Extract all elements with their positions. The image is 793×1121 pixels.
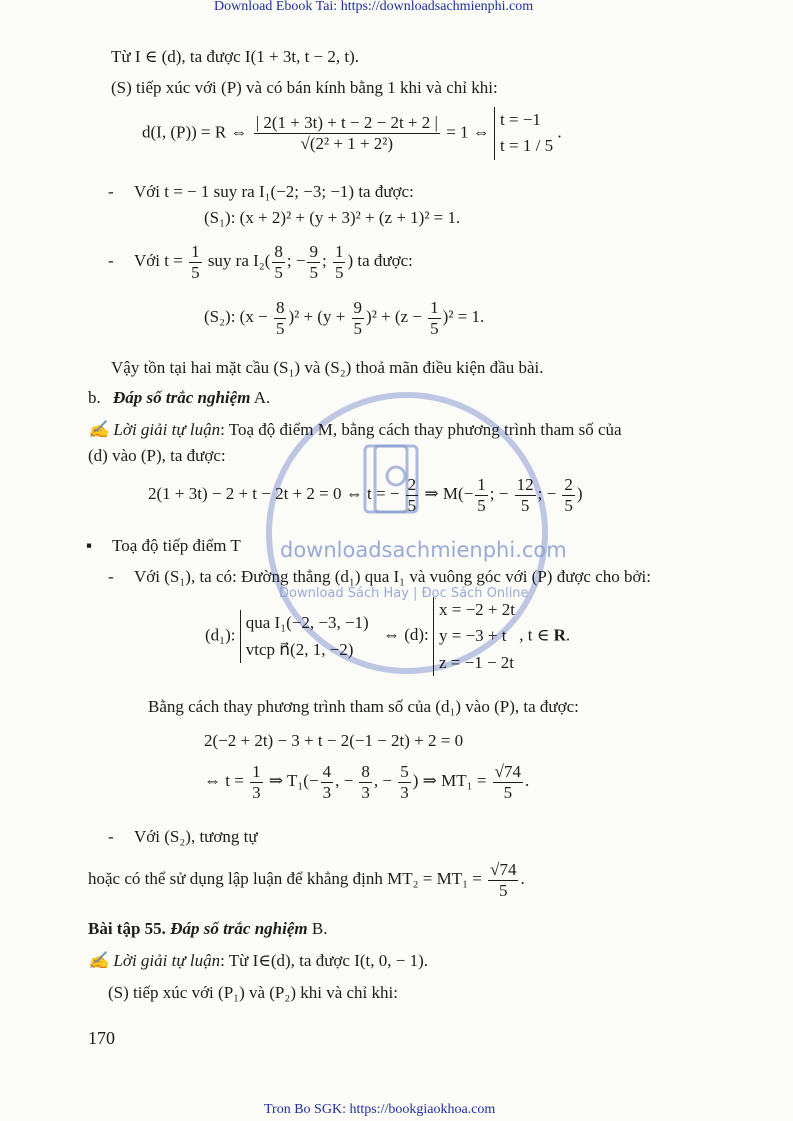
substitution-equation: 2(−2 + 2t) − 3 + t − 2(−1 − 2t) + 2 = 0 [204, 731, 464, 750]
numerator: 8 [361, 762, 370, 781]
line-definition-system [240, 610, 369, 663]
denominator: 5 [515, 495, 536, 516]
numerator: 1 [334, 242, 344, 261]
answer-choice: A. [253, 388, 271, 407]
conclusion-mt2 [88, 860, 525, 900]
math-text: . [565, 625, 571, 645]
fraction [307, 242, 320, 282]
system-line: vtcp n⃗(2, 1, −2) [245, 639, 354, 659]
download-header-link[interactable]: Download Ebook Tai: https://downloadsachmienphi.com [214, 0, 534, 14]
answer-b-line [88, 388, 270, 408]
numerator: 8 [275, 298, 285, 317]
math-text: (d₁): [205, 625, 236, 645]
numerator: 2 [564, 475, 573, 494]
text: Với (S₁), ta có: Đường thẳng (d₁) qua I₁ và vuông góc với (P) được cho bởi: [134, 567, 651, 586]
watermark-site-text: downloadsachmienphi.com [280, 538, 567, 562]
math-text: , − [335, 770, 354, 790]
math-text: . [557, 122, 562, 142]
dash-marker: - [108, 567, 114, 586]
denominator: 5 [477, 495, 486, 515]
numerator: 8 [274, 242, 283, 261]
case-line [108, 182, 414, 202]
numerator: 9 [353, 298, 363, 317]
denominator: 5 [493, 782, 523, 803]
math-text: Với t = [134, 250, 183, 270]
fraction [428, 298, 441, 338]
math-text: ⇔ t = [204, 770, 244, 790]
text-line: (S) tiếp xúc với (P₁) và (P₂) khi và chỉ khi: [108, 983, 398, 1002]
math-text: d(I, (P)) = R ⇔ [142, 122, 248, 142]
text-line: Bằng cách thay phương trình tham số của (d₁) vào (P), ta được: [148, 697, 579, 716]
denominator: 5 [191, 262, 200, 282]
math-text: ⇔ (d): [382, 625, 429, 645]
text-line: Từ I ∈ (d), ta được I(1 + 3t, t − 2, t). [111, 47, 360, 66]
numerator: 1 [191, 242, 200, 261]
text: Toạ độ tiếp điểm T [112, 536, 241, 555]
system-line: qua I₁(−2, −3, −1) [245, 613, 369, 633]
numerator: 4 [322, 762, 332, 781]
sphere-equation-2 [204, 298, 484, 338]
point-t1-equation [204, 762, 529, 802]
system-line: t = −1 [500, 110, 541, 129]
system-line: t = 1 / 5 [500, 136, 554, 156]
math-text: suy ra I₂( [207, 250, 271, 270]
solution-system [494, 107, 553, 160]
text-line: (d) vào (P), ta được: [88, 446, 226, 465]
watermark-tagline-text: Download Sách Hay | Đọc Sách Online [279, 586, 529, 601]
answer-label: Đáp số trắc nghiệm [113, 388, 251, 407]
math-text: (S₂): (x − [204, 306, 268, 326]
parametric-system [433, 597, 515, 676]
solution-label: ✍ Lời giải tự luận [88, 951, 221, 970]
fraction [488, 860, 518, 900]
denominator: 3 [361, 782, 370, 802]
math-text: = 1 ⇔ [446, 122, 490, 142]
denominator: √(2² + 1 + 2²) [254, 133, 440, 154]
dash-marker: - [108, 827, 114, 846]
numerator: 12 [516, 475, 534, 494]
text-line: (S) tiếp xúc với (P) và có bán kính bằng 1 khi và chỉ khi: [111, 78, 498, 97]
fraction [359, 762, 372, 802]
solution-intro [88, 420, 622, 440]
math-text: ; − [537, 483, 557, 503]
text: Với t = − 1 suy ra I₁(−2; −3; −1) ta được: [134, 182, 414, 201]
numerator: 1 [252, 762, 261, 781]
denominator: 5 [334, 262, 344, 282]
denominator: 5 [353, 318, 363, 338]
denominator: 5 [488, 880, 518, 901]
math-text: , t ∈ [519, 625, 550, 645]
exercise-55-heading [88, 919, 327, 939]
answer-label: Đáp số trắc nghiệm [170, 919, 308, 938]
fraction [333, 242, 346, 282]
math-text: )² + (y + [288, 306, 346, 326]
denominator: 5 [407, 495, 417, 515]
math-text: )² + (z − [366, 306, 422, 326]
case-line [108, 567, 651, 587]
math-text: . [520, 868, 525, 888]
fraction [515, 475, 536, 515]
bullet-marker: ▪ [86, 536, 93, 555]
numerator: 5 [400, 762, 409, 781]
fraction [475, 475, 488, 515]
case-line [108, 827, 258, 847]
denominator: 5 [309, 262, 318, 282]
math-text: ⇒ T₁(− [268, 770, 319, 790]
numerator: √74 [490, 860, 517, 879]
math-text: ) ⇒ MT₁ = [412, 770, 487, 790]
dash-marker: - [108, 182, 114, 201]
numerator: 9 [309, 242, 318, 261]
denominator: 3 [400, 782, 409, 802]
fraction [352, 298, 365, 338]
system-line: z = −1 − 2t [439, 652, 515, 672]
case-line: - Với t = $\frac{1}{5}$ suy ra I₂( $\frac{8}{5}$ ; − $\frac{9}{5}$ ; $\frac{1}{5}$ ) ta được: [108, 242, 413, 282]
denominator: 5 [275, 318, 285, 338]
item-marker: b. [88, 388, 101, 407]
reals-symbol: R [553, 625, 566, 645]
solution-intro [88, 951, 428, 971]
numerator: 1 [477, 475, 486, 494]
fraction [250, 762, 263, 802]
fraction [254, 113, 440, 153]
numerator: √74 [494, 762, 522, 781]
fraction [493, 762, 523, 802]
solution-label: ✍ Lời giải tự luận [88, 420, 221, 439]
fraction [398, 762, 411, 802]
fraction [272, 242, 285, 282]
system-line: x = −2 + 2t [439, 600, 515, 619]
numerator: | 2(1 + 3t) + t − 2 − 2t + 2 | [255, 113, 438, 133]
exercise-label: Bài tập 55. [88, 919, 166, 938]
numerator: 2 [407, 475, 417, 494]
text: Với (S₂), tương tự [134, 827, 258, 846]
sphere-equation-1: (S₁): (x + 2)² + (y + 3)² + (z + 1)² = 1. [204, 208, 461, 227]
denominator: 5 [274, 262, 283, 282]
math-text: . [525, 770, 530, 790]
math-text: ; − [489, 483, 509, 503]
distance-equation [142, 107, 562, 160]
line-d1-system [205, 597, 570, 676]
point-m-equation [148, 475, 583, 515]
denominator: 5 [430, 318, 439, 338]
bullet-line [86, 536, 241, 556]
math-text: ) [576, 483, 583, 503]
system-line: y = −3 + t [439, 626, 507, 646]
math-text: ) ta được: [347, 250, 413, 270]
numerator: 1 [430, 298, 439, 317]
fraction [562, 475, 575, 515]
fraction [321, 762, 334, 802]
dash-marker: - [108, 250, 114, 270]
math-text: , − [373, 770, 392, 790]
fraction [274, 298, 287, 338]
math-text: )² = 1. [442, 306, 485, 326]
fraction [406, 475, 419, 515]
denominator: 3 [252, 782, 261, 802]
text: : Từ I∈(d), ta được I(t, 0, − 1). [220, 951, 428, 970]
denominator: 3 [322, 782, 332, 802]
math-text: ⇒ M(− [424, 483, 474, 503]
text: : Toạ độ điểm M, bằng cách thay phương trình tham số của [220, 420, 622, 439]
math-text: 2(1 + 3t) − 2 + t − 2t + 2 = 0 ⇔ t = − [148, 483, 400, 503]
text: hoặc có thể sử dụng lập luận để khẳng định MT₂ = MT₁ = [88, 868, 482, 888]
fraction [189, 242, 202, 282]
page-number: 170 [88, 1028, 115, 1048]
conclusion-line: Vậy tồn tại hai mặt cầu (S₁) và (S₂) thoả mãn điều kiện đầu bài. [111, 358, 544, 377]
denominator: 5 [564, 495, 573, 515]
footer-link[interactable]: Tron Bo SGK: https://bookgiaokhoa.com [264, 1102, 496, 1117]
answer-choice: B. [311, 919, 328, 938]
